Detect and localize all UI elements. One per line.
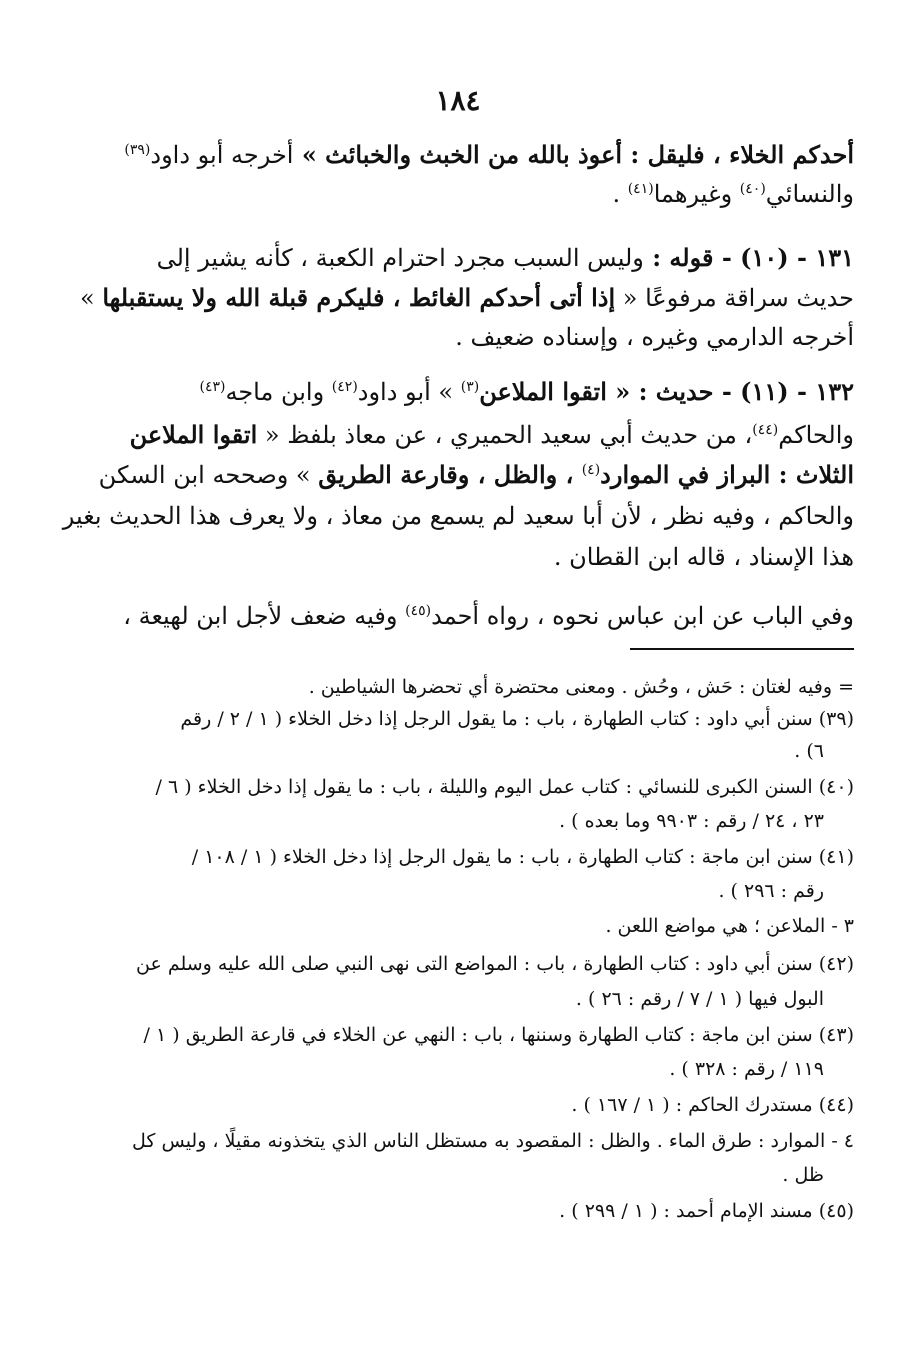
main-text-line bbox=[62, 243, 854, 272]
footnote-ref: (٤٢) bbox=[331, 379, 358, 395]
footnote-line: (٤٢) سنن أبي داود : كتاب الطهارة ، باب : المواضع التى نهى النبي صلى الله عليه وسلم عن bbox=[135, 953, 854, 975]
text-span: » bbox=[80, 284, 103, 312]
footnote-line: ٦) . bbox=[794, 740, 824, 762]
footnote-ref: (٤٤) bbox=[752, 422, 779, 438]
footnote-divider bbox=[630, 648, 854, 650]
main-text-line: هذا الإسناد ، قاله ابن القطان . bbox=[553, 543, 854, 571]
text-span: والنسائي bbox=[765, 180, 854, 208]
footnote-ref: (٣٩) bbox=[124, 142, 151, 158]
footnote-line: ٤ - الموارد : طرق الماء . والظل : المقصود به مستظل الناس الذي يتخذونه مقيلًا ، وليس كل bbox=[132, 1130, 854, 1152]
text-span: » أبو داود bbox=[357, 378, 461, 406]
main-text-line bbox=[62, 140, 854, 169]
hadith-text: أحدكم الخلاء ، فليقل : أعوذ بالله من الخبث والخبائث » bbox=[293, 140, 854, 169]
entry-heading: ١٣٢ - (١١) - حديث : « اتقوا الملاعن bbox=[479, 377, 854, 406]
footnote-line: ١١٩ / رقم : ٣٢٨ ) . bbox=[669, 1058, 824, 1080]
footnote-ref: (٣) bbox=[460, 379, 480, 395]
text-span: أخرجه أبو داود bbox=[150, 141, 294, 169]
text-span: » وصححه ابن السكن bbox=[98, 461, 319, 489]
text-span: وفي الباب عن ابن عباس نحوه ، رواه أحمد bbox=[431, 602, 854, 630]
footnote-ref: (٤٥) bbox=[405, 603, 432, 619]
hadith-text: الثلاث : البراز في الموارد bbox=[600, 460, 854, 489]
footnote-line: (٤٣) سنن ابن ماجة : كتاب الطهارة وسننها ، باب : النهي عن الخلاء في قارعة الطريق ( ١ / bbox=[143, 1024, 854, 1046]
text-span: ، من حديث أبي سعيد الحميري ، عن معاذ بلفظ « bbox=[257, 421, 753, 449]
main-text-line bbox=[62, 283, 854, 312]
main-text-line: أخرجه الدارمي وغيره ، وإسناده ضعيف . bbox=[455, 323, 854, 351]
text-span: . bbox=[612, 180, 628, 208]
footnote-line: ٢٣ ، ٢٤ / رقم : ٩٩٠٣ وما بعده ) . bbox=[559, 810, 824, 832]
main-text-line: والحاكم ، وفيه نظر ، لأن أبا سعيد لم يسمع من معاذ ، ولا يعرف هذا الحديث بغير bbox=[62, 502, 854, 530]
footnote-line: رقم : ٢٩٦ ) . bbox=[718, 880, 824, 902]
footnote-line: = وفيه لغتان : حَش ، وحُش . ومعنى محتضرة أي تحضرها الشياطين . bbox=[308, 676, 854, 698]
footnote-line: (٣٩) سنن أبي داود : كتاب الطهارة ، باب : ما يقول الرجل إذا دخل الخلاء ( ١ / ٢ / رقم bbox=[180, 708, 854, 730]
text-span: وليس السبب مجرد احترام الكعبة ، كأنه يشير إلى bbox=[156, 244, 644, 272]
footnote-ref: (٤) bbox=[581, 462, 601, 478]
text-span: وابن ماجه bbox=[225, 378, 332, 406]
entry-heading: ١٣١ - (١٠) - قوله : bbox=[643, 243, 854, 272]
main-text-line bbox=[62, 460, 854, 489]
footnote-line: (٤٠) السنن الكبرى للنسائي : كتاب عمل اليوم والليلة ، باب : ما يقول إذا دخل الخلاء ( ٦ / bbox=[155, 776, 854, 798]
text-span: والحاكم bbox=[778, 421, 854, 449]
hadith-text: ، والظل ، وقارعة الطريق bbox=[318, 460, 582, 489]
footnote-line: (٤٥) مسند الإمام أحمد : ( ١ / ٢٩٩ ) . bbox=[559, 1200, 854, 1222]
footnote-line: ٣ - الملاعن ؛ هي مواضع اللعن . bbox=[605, 915, 854, 937]
text-span: وغيرهما bbox=[653, 180, 740, 208]
page-number: ١٨٤ bbox=[435, 84, 481, 117]
hadith-text: إذا أتى أحدكم الغائط ، فليكرم قبلة الله ولا يستقبلها bbox=[102, 283, 616, 312]
text-span: وفيه ضعف لأجل ابن لهيعة ، bbox=[123, 602, 406, 630]
hadith-text: اتقوا الملاعن bbox=[129, 420, 258, 449]
main-text-line bbox=[62, 420, 854, 449]
footnote-line: (٤١) سنن ابن ماجة : كتاب الطهارة ، باب : ما يقول الرجل إذا دخل الخلاء ( ١ / ١٠٨ / bbox=[191, 846, 854, 868]
text-span: حديث سراقة مرفوعًا « bbox=[615, 284, 854, 312]
footnote-line: (٤٤) مستدرك الحاكم : ( ١ / ١٦٧ ) . bbox=[571, 1094, 854, 1116]
footnote-line: البول فيها ( ١ / ٧ / رقم : ٢٦ ) . bbox=[575, 988, 824, 1010]
footnote-ref: (٤٠) bbox=[739, 181, 766, 197]
footnote-line: ظل . bbox=[782, 1164, 824, 1186]
footnote-ref: (٤٣) bbox=[199, 379, 226, 395]
main-text-line bbox=[62, 377, 854, 406]
footnote-ref: (٤١) bbox=[627, 181, 654, 197]
main-text-line bbox=[62, 180, 854, 208]
main-text-line bbox=[62, 602, 854, 630]
